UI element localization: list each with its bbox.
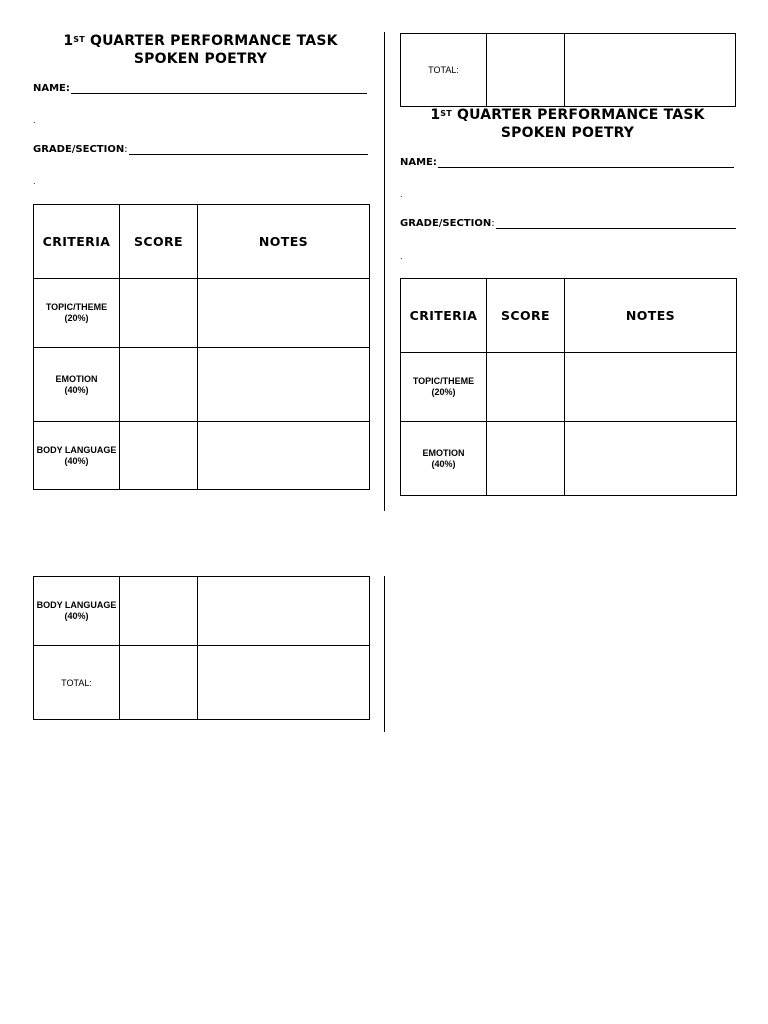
name-label: NAME: bbox=[400, 157, 437, 168]
name-field[interactable] bbox=[400, 157, 734, 168]
total-label-cell: TOTAL: bbox=[401, 34, 487, 107]
criteria-cell-body-language: BODY LANGUAGE (40%) bbox=[34, 577, 120, 646]
spacer-dot: . bbox=[400, 190, 403, 199]
grade-section-input-line[interactable] bbox=[496, 219, 736, 229]
grade-section-field[interactable] bbox=[400, 218, 736, 229]
grade-section-field[interactable] bbox=[33, 144, 368, 155]
name-label: NAME: bbox=[33, 83, 70, 94]
criteria-cell-emotion: EMOTION (40%) bbox=[401, 422, 487, 496]
criteria-cell-emotion: EMOTION (40%) bbox=[34, 348, 120, 422]
total-notes-cell[interactable] bbox=[198, 646, 370, 720]
criteria-table bbox=[400, 278, 737, 496]
header-notes: NOTES bbox=[565, 279, 737, 353]
criteria-cell-topic: TOPIC/THEME (20%) bbox=[34, 279, 120, 348]
notes-cell-body-language[interactable] bbox=[198, 577, 370, 646]
name-input-line[interactable] bbox=[438, 158, 734, 168]
grade-section-label: GRADE/SECTION: bbox=[33, 144, 128, 155]
grade-section-label: GRADE/SECTION: bbox=[400, 218, 495, 229]
score-cell-emotion[interactable] bbox=[487, 422, 565, 496]
header-score: SCORE bbox=[120, 205, 198, 279]
total-score-cell[interactable] bbox=[487, 34, 565, 107]
score-cell-body-language[interactable] bbox=[120, 422, 198, 490]
total-table bbox=[400, 33, 736, 107]
header-criteria: CRITERIA bbox=[34, 205, 120, 279]
notes-cell-body-language[interactable] bbox=[198, 422, 370, 490]
criteria-table-continued bbox=[33, 576, 370, 720]
notes-cell-topic[interactable] bbox=[198, 279, 370, 348]
spacer-dot: . bbox=[400, 252, 403, 261]
notes-cell-topic[interactable] bbox=[565, 353, 737, 422]
spacer-dot: . bbox=[33, 177, 36, 186]
header-criteria: CRITERIA bbox=[401, 279, 487, 353]
score-cell-topic[interactable] bbox=[120, 279, 198, 348]
criteria-cell-body-language: BODY LANGUAGE (40%) bbox=[34, 422, 120, 490]
total-notes-cell[interactable] bbox=[565, 34, 736, 107]
criteria-cell-topic: TOPIC/THEME (20%) bbox=[401, 353, 487, 422]
page-title: 1ST QUARTER PERFORMANCE TASK SPOKEN POETRY bbox=[430, 107, 705, 141]
grade-section-input-line[interactable] bbox=[129, 145, 368, 155]
name-field[interactable] bbox=[33, 83, 367, 94]
notes-cell-emotion[interactable] bbox=[198, 348, 370, 422]
notes-cell-emotion[interactable] bbox=[565, 422, 737, 496]
header-score: SCORE bbox=[487, 279, 565, 353]
score-cell-topic[interactable] bbox=[487, 353, 565, 422]
column-divider-bottom bbox=[384, 576, 385, 732]
score-cell-emotion[interactable] bbox=[120, 348, 198, 422]
page-title: 1ST QUARTER PERFORMANCE TASK SPOKEN POETRY bbox=[63, 33, 338, 67]
spacer-dot: . bbox=[33, 116, 36, 125]
column-divider-top bbox=[384, 32, 385, 511]
total-score-cell[interactable] bbox=[120, 646, 198, 720]
total-label-cell: TOTAL: bbox=[34, 646, 120, 720]
name-input-line[interactable] bbox=[71, 84, 367, 94]
score-cell-body-language[interactable] bbox=[120, 577, 198, 646]
header-notes: NOTES bbox=[198, 205, 370, 279]
criteria-table bbox=[33, 204, 370, 490]
